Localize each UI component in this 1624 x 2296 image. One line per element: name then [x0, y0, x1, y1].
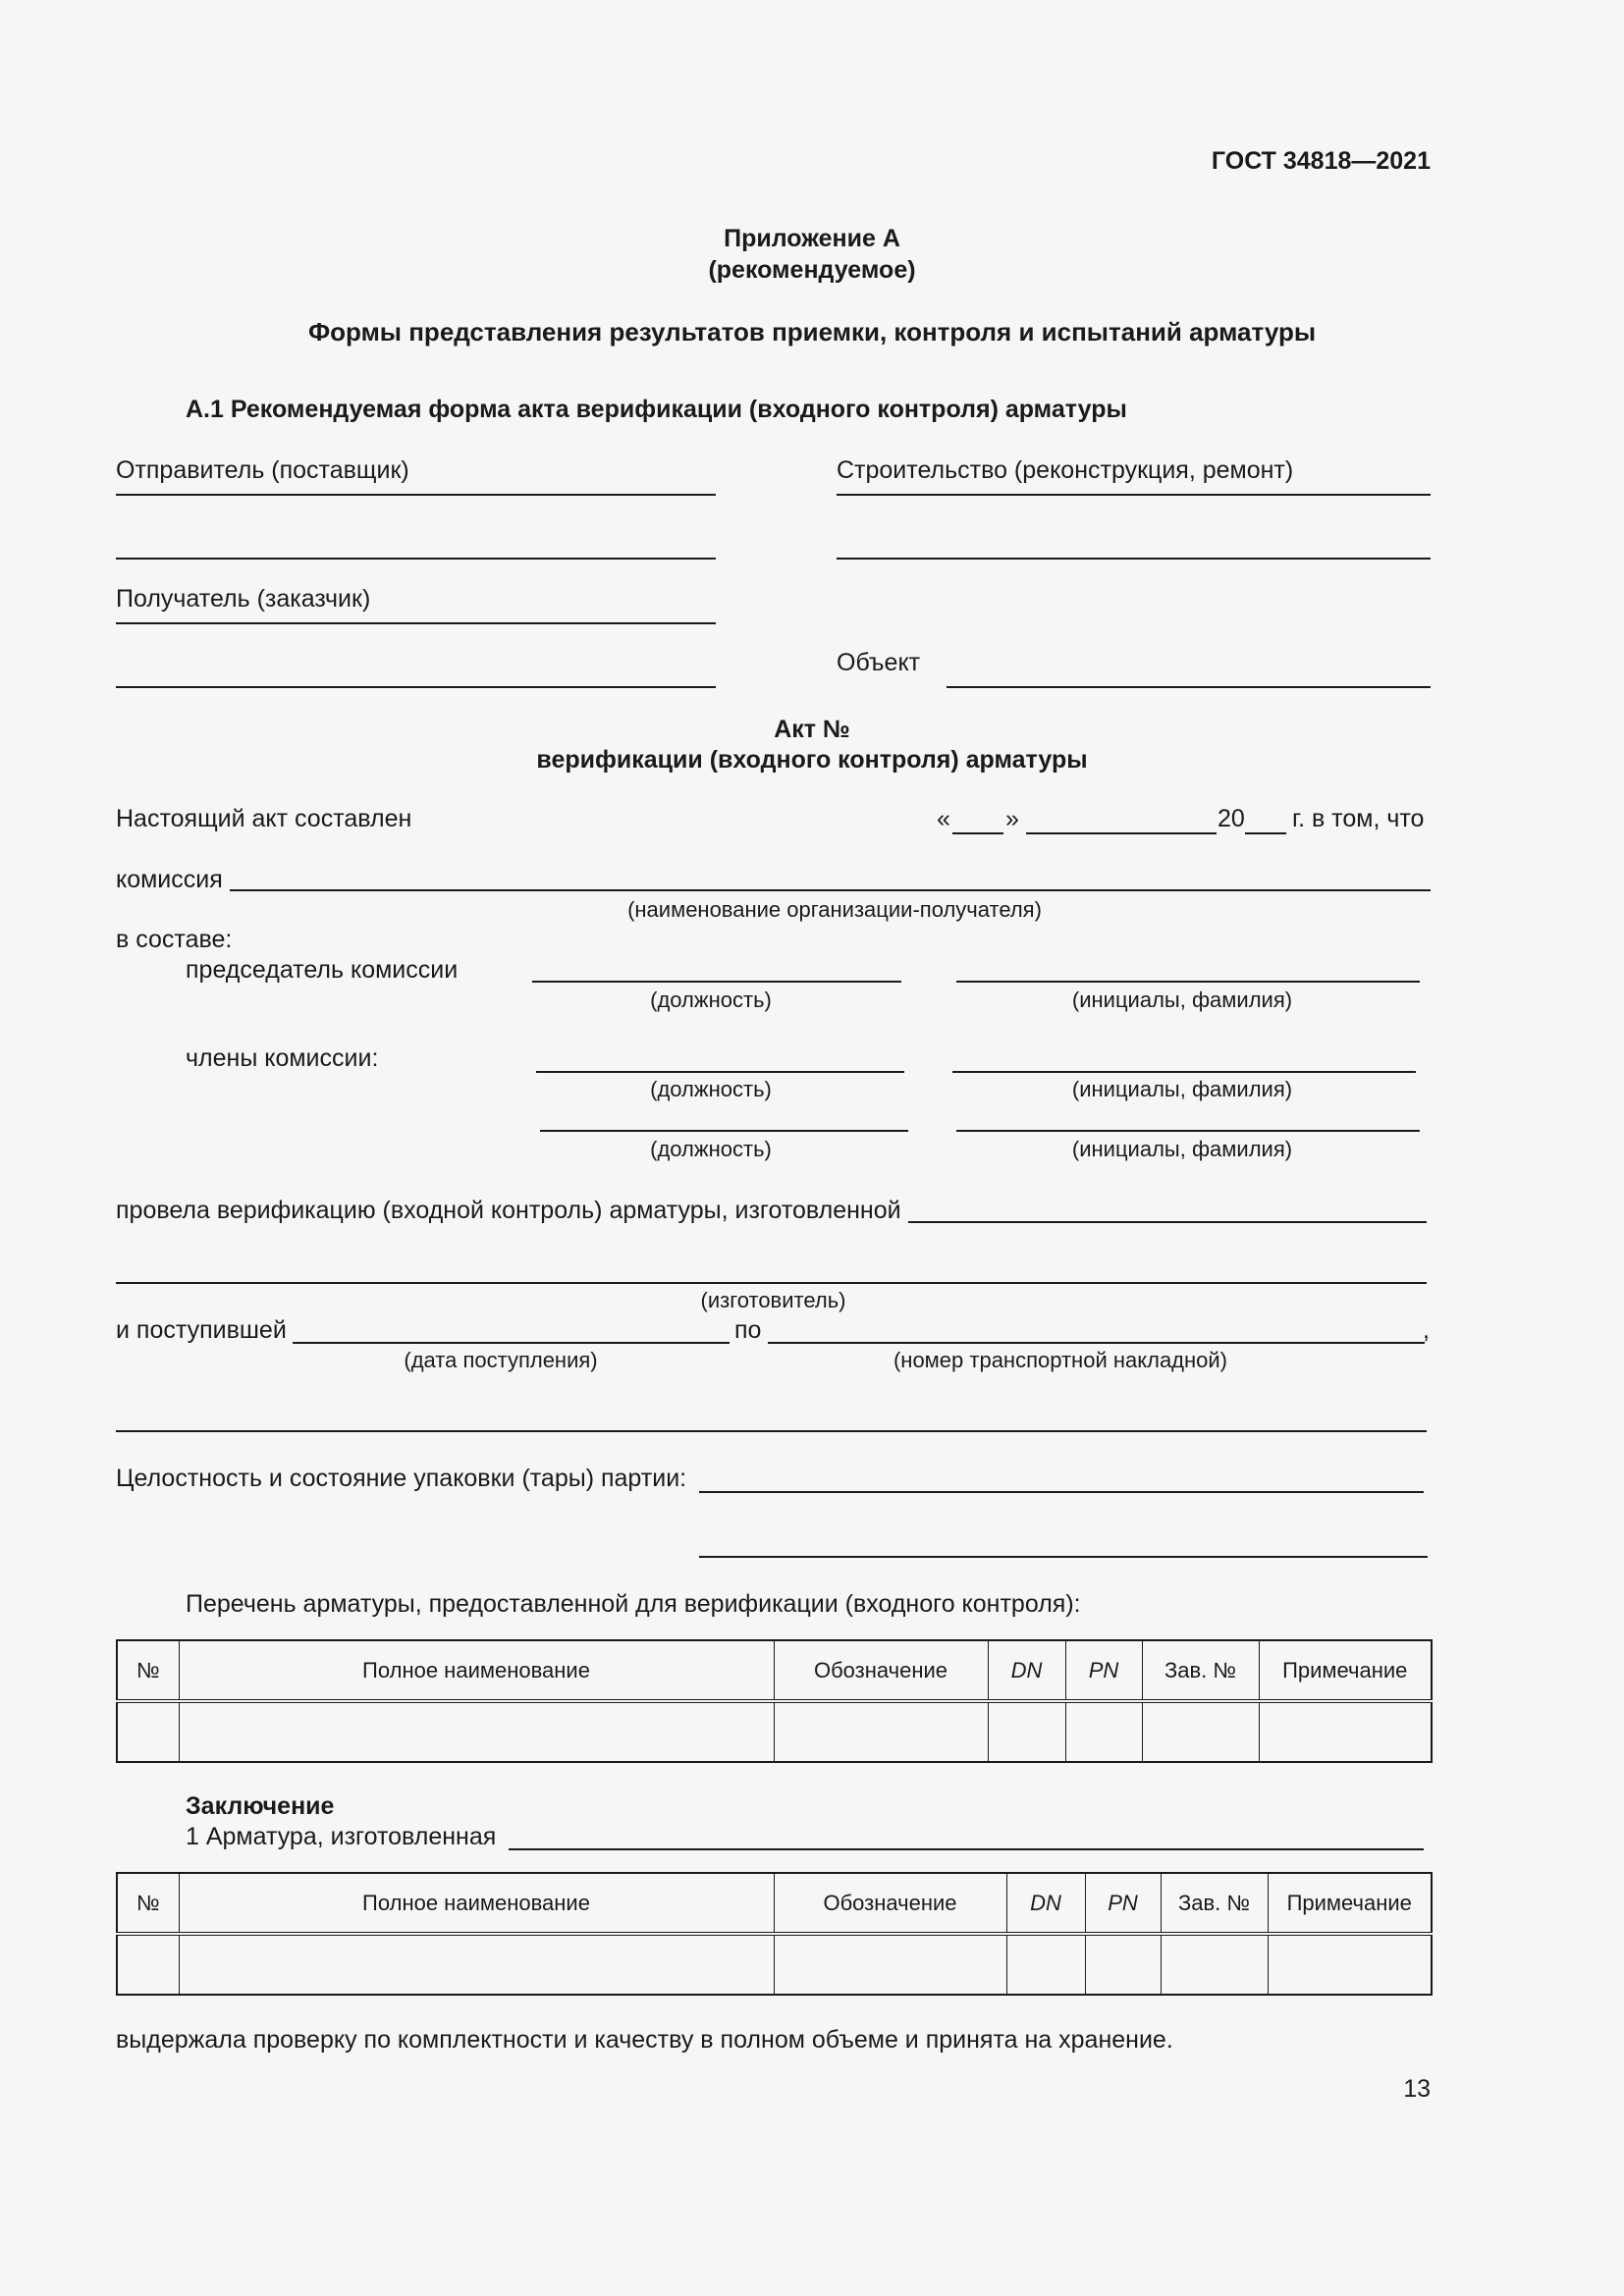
col-note-header: Примечание: [1268, 1873, 1432, 1934]
commission-caption: (наименование организации-получателя): [627, 897, 1042, 922]
object-label: Объект: [837, 649, 921, 676]
recipient-label: Получатель (заказчик): [116, 585, 371, 613]
member1-position-caption: (должность): [650, 1077, 772, 1101]
appendix-title: Приложение А: [724, 225, 900, 252]
col-dn-header: DN: [1006, 1873, 1085, 1934]
table-cell[interactable]: [1161, 1934, 1268, 1995]
table-cell[interactable]: [774, 1934, 1006, 1995]
date-open-quote: «: [937, 805, 950, 832]
col-serial-header: Зав. №: [1161, 1873, 1268, 1934]
conclusion-title: Заключение: [186, 1792, 335, 1820]
chairman-position-caption: (должность): [650, 988, 772, 1012]
conclusion-item1: 1 Арматура, изготовленная: [186, 1823, 497, 1850]
col-serial-header: Зав. №: [1142, 1640, 1259, 1701]
member2-position-line[interactable]: [540, 1130, 908, 1132]
member1-position-line[interactable]: [536, 1071, 904, 1073]
manufacturer-line-1[interactable]: [908, 1221, 1427, 1223]
sender-line-1[interactable]: [116, 494, 716, 496]
section-title: А.1 Рекомендуемая форма акта верификации (входного контроля) арматуры: [186, 396, 1127, 423]
sender-label: Отправитель (поставщик): [116, 456, 409, 484]
date-year-prefix: 20: [1218, 805, 1245, 832]
act-title: Акт №: [774, 716, 850, 743]
appendix-subtitle: (рекомендуемое): [708, 256, 916, 284]
trailing-comma: ,: [1423, 1316, 1430, 1344]
col-designation-header: Обозначение: [774, 1640, 988, 1701]
col-number-header: №: [117, 1873, 179, 1934]
commission-line[interactable]: [230, 889, 1431, 891]
table-cell[interactable]: [1085, 1934, 1161, 1995]
packaging-line-2[interactable]: [699, 1556, 1428, 1558]
table-cell[interactable]: [179, 1934, 774, 1995]
receipt-date-caption: (дата поступления): [404, 1348, 598, 1372]
waybill-caption: (номер транспортной накладной): [893, 1348, 1228, 1372]
composed-label: Настоящий акт составлен: [116, 805, 412, 832]
object-line[interactable]: [947, 686, 1431, 688]
table-cell[interactable]: [1259, 1701, 1432, 1762]
member1-name-caption: (инициалы, фамилия): [1071, 1077, 1293, 1101]
in-composition-label: в составе:: [116, 926, 233, 953]
recipient-line-1[interactable]: [116, 622, 716, 624]
chairman-label: председатель комиссии: [186, 956, 459, 984]
table-row: [117, 1701, 1432, 1762]
chairman-name-caption: (инициалы, фамилия): [1071, 988, 1293, 1012]
date-day-line[interactable]: [952, 832, 1003, 834]
member2-position-caption: (должность): [650, 1137, 772, 1161]
date-year-line[interactable]: [1245, 832, 1286, 834]
chairman-name-line[interactable]: [956, 981, 1420, 983]
construction-line-2[interactable]: [837, 558, 1431, 560]
col-designation-header: Обозначение: [774, 1873, 1006, 1934]
manufacturer-caption: (изготовитель): [700, 1288, 846, 1312]
table-cell[interactable]: [179, 1701, 774, 1762]
date-close-quote: »: [1005, 805, 1019, 832]
col-pn-header: PN: [1085, 1873, 1161, 1934]
table-cell[interactable]: [117, 1701, 179, 1762]
armature-list-table: [116, 1639, 1433, 1763]
col-fullname-header: Полное наименование: [179, 1640, 774, 1701]
recipient-line-2[interactable]: [116, 686, 716, 688]
commission-label: комиссия: [116, 866, 223, 893]
conclusion-table: [116, 1872, 1433, 1996]
list-title: Перечень арматуры, предоставленной для верификации (входного контроля):: [186, 1590, 1081, 1618]
page-number: 13: [1403, 2075, 1431, 2103]
conclusion-manufacturer-line[interactable]: [509, 1848, 1424, 1850]
member1-name-line[interactable]: [952, 1071, 1416, 1073]
col-note-header: Примечание: [1259, 1640, 1432, 1701]
col-pn-header: PN: [1065, 1640, 1142, 1701]
waybill-line[interactable]: [768, 1342, 1425, 1344]
verified-label: провела верификацию (входной контроль) арматуры, изготовленной: [116, 1197, 901, 1224]
manufacturer-line-2[interactable]: [116, 1282, 1427, 1284]
table-cell[interactable]: [1142, 1701, 1259, 1762]
construction-label: Строительство (реконструкция, ремонт): [837, 456, 1294, 484]
table-cell[interactable]: [1065, 1701, 1142, 1762]
table-header-row: [117, 1640, 1432, 1701]
date-month-line[interactable]: [1026, 832, 1217, 834]
date-tail: г. в том, что: [1292, 805, 1425, 832]
col-fullname-header: Полное наименование: [179, 1873, 774, 1934]
table-cell[interactable]: [774, 1701, 988, 1762]
packaging-line-1[interactable]: [699, 1491, 1424, 1493]
table-cell[interactable]: [1268, 1934, 1432, 1995]
receipt-date-line[interactable]: [293, 1342, 730, 1344]
chairman-position-line[interactable]: [532, 981, 901, 983]
table-cell[interactable]: [1006, 1934, 1085, 1995]
conclusion-final: выдержала проверку по комплектности и качеству в полном объеме и принята на хранение.: [116, 2026, 1173, 2054]
received-extra-line[interactable]: [116, 1430, 1427, 1432]
packaging-label: Целостность и состояние упаковки (тары) партии:: [116, 1465, 687, 1492]
member2-name-line[interactable]: [956, 1130, 1420, 1132]
received-label: и поступившей: [116, 1316, 287, 1344]
table-header-row: [117, 1873, 1432, 1934]
by-label: по: [734, 1316, 762, 1344]
col-number-header: №: [117, 1640, 179, 1701]
act-subtitle: верификации (входного контроля) арматуры: [536, 746, 1088, 774]
member2-name-caption: (инициалы, фамилия): [1071, 1137, 1293, 1161]
table-cell[interactable]: [988, 1701, 1065, 1762]
sender-line-2[interactable]: [116, 558, 716, 560]
col-dn-header: DN: [988, 1640, 1065, 1701]
construction-line-1[interactable]: [837, 494, 1431, 496]
main-title: Формы представления результатов приемки, контроля и испытаний арматуры: [307, 317, 1317, 347]
standard-number: ГОСТ 34818—2021: [1211, 147, 1431, 175]
members-label: члены комиссии:: [186, 1044, 379, 1072]
table-row: [117, 1934, 1432, 1995]
table-cell[interactable]: [117, 1934, 179, 1995]
